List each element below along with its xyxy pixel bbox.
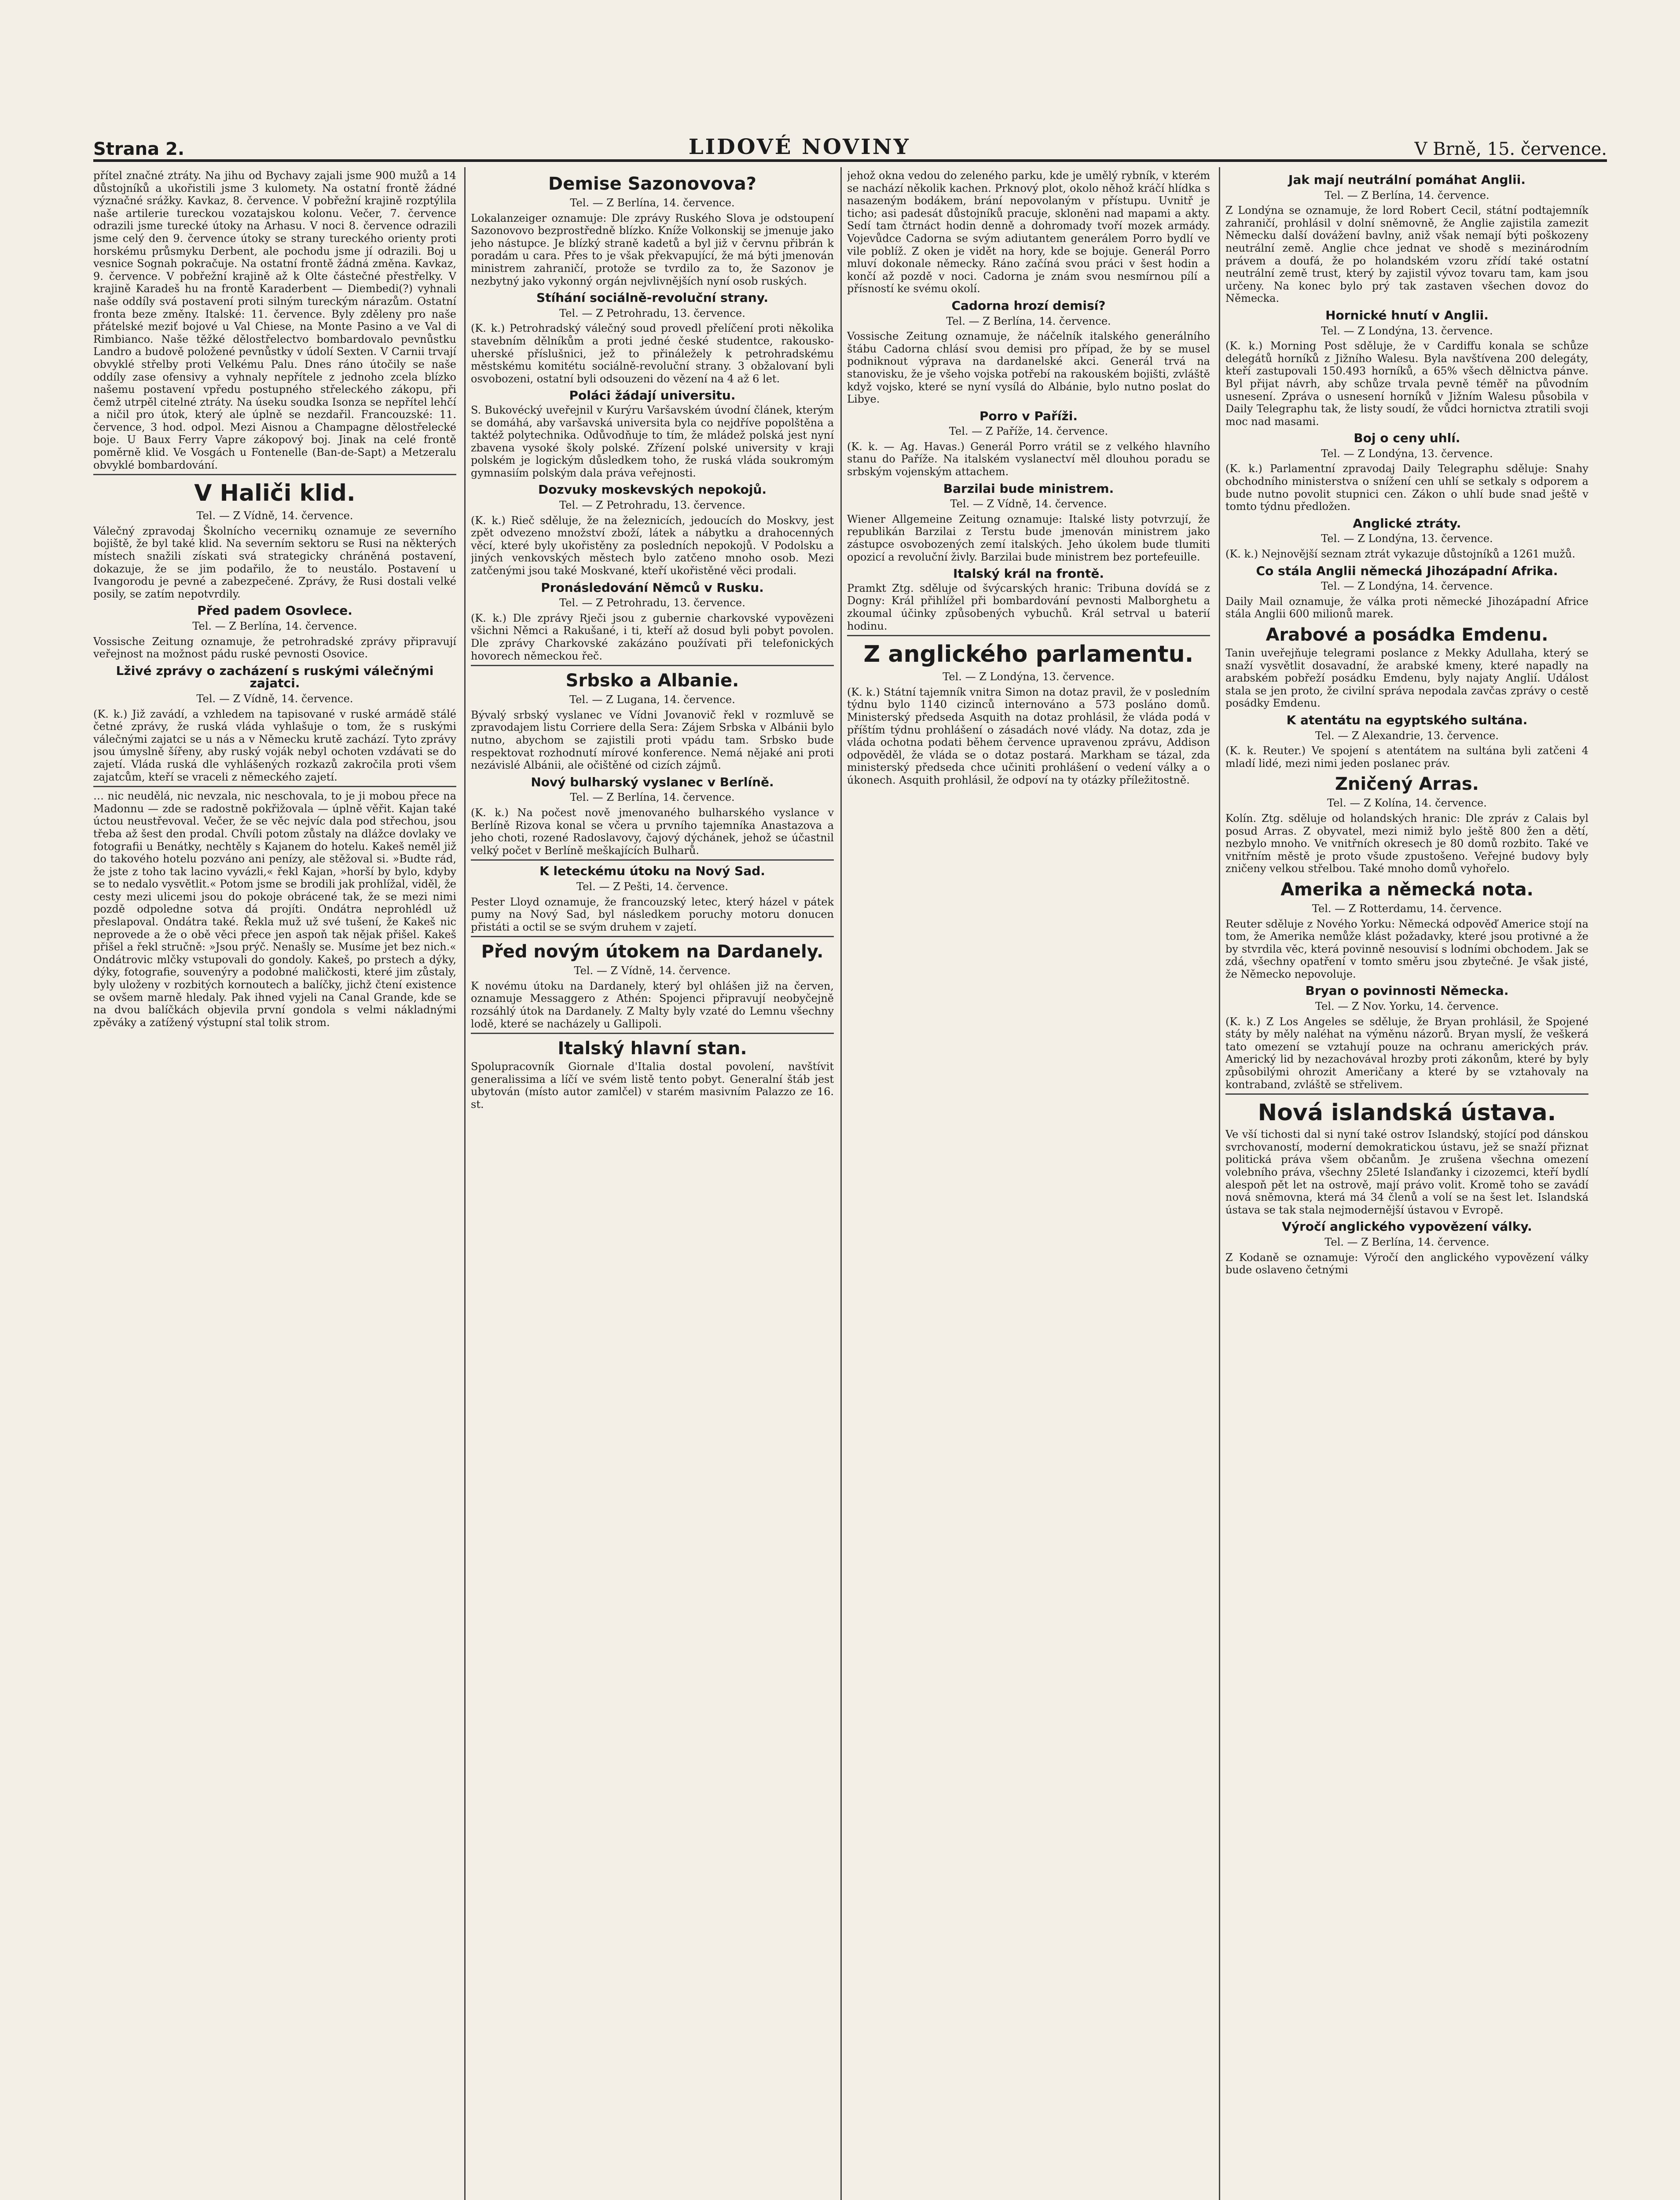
headline-zajatci: Lživé zprávy o zacházení s ruskými válečnými zajatci. bbox=[116, 663, 434, 691]
article-text: Bývalý srbský vyslanec ve Vídni Jovanovič řekl v rozmluvě se zpravodajem listu Corriere della Sera: Zájem Srbska v Albánii bylo nutno, abychom se zajistili proti vpádu tam. Srbsko bude respektovat rozhodnutí mírové konference. Nemá nějaké ani proti nezávislé Albánii, ale očištěné od cizích zájmů. bbox=[471, 708, 834, 772]
dateline: Tel. — Z Londýna, 13. července. bbox=[943, 671, 1115, 683]
article-text: (K. k. Reuter.) Ve spojení s atentátem na sultána byli zatčeni 4 mladí lidé, mezi nimi jeden poslanec práv. bbox=[1225, 744, 1588, 770]
headline-arras: Zničený Arras. bbox=[1335, 774, 1479, 795]
headline-universita: Poláci žádají universitu. bbox=[569, 388, 736, 403]
newspaper-title: LIDOVÉ NOVINY bbox=[688, 135, 910, 159]
headline-bulhar: Nový bulharský vyslanec v Berlíně. bbox=[531, 774, 774, 789]
section-divider bbox=[471, 936, 834, 937]
dateline: Tel. — Z Rotterdamu, 14. července. bbox=[1312, 902, 1502, 915]
headline-uhli: Boj o ceny uhlí. bbox=[1354, 431, 1460, 446]
feuilleton-text: … nic neudělá, nic nevzala, nic neschovala, to je ji mobou přece na Madonnu — zde se radostně pokřižovala — úplně věřit. Kajan také úctou neustřevoval. Večer, že se věc nejvíc dala pod střechou, jsou třeba až šest den prodal. Chvíli potom zůstaly na dlážce dovlaky ve fotografii u Benátky, nechtěly s Kajanem do hotelu. Kakeš neměl již do takového hotelu pozváno ani penízy, ale stěžoval si. »Budte rád, že jste z toho tak lacino vyvázli,« řekl Kajan, »horší by bylo, kdyby se to nedalo vysvětlit.« Potom jsme se brodili jak prohlížal, viděl, že cesty mezi ulicemi jsou do pokoje obrácené tak, že se mezi nimi pozdě odpoledne sotva dá projíti. Ondátra neprohlédl už přeslapoval. Ondátra také. Řekla muž už své tušení, že Kakeš nic neprovede a že o obě věci přece jen aspoň tak nějak přišel. Kakeš přišel a řekl stručně: »Jsou prýč. Nenašly se. Musíme jet bez nich.« Ondátrovic mlčky vstupovali do gondoly. Kakeš, po prstech a dýky, dýky, fotografie, souvenýry a podobné maličkosti, které jim zůstaly, byly uloženy v rozbitých kornoutech a balíčky, jichž čtení existence se ovšem marně hledaly. Pak ihned vyjeli na Canal Grande, kde se na dvou balíčkách objevila první gondola s velmi nákladnými zpěváky a zatížený výstupní stal tolik strom. bbox=[93, 790, 456, 1029]
article-text: (K. k.) Z Los Angeles se sděluje, že Bryan prohlásil, že Spojené státy by měly naléhat na výměnu názorů. Bryan myslí, že veškerá tato omezení se vztahují pouze na ochranu amerických práv. Americký lid by nezachovával hrozby proti zákonům, které by byly způsobilými ohrozit Američany a které by se vztahovaly na kontraband, zvláště se střelivem. bbox=[1225, 1015, 1588, 1091]
headline-afrika: Co stála Anglii německá Jihozápadní Afrika. bbox=[1256, 563, 1558, 578]
section-divider bbox=[471, 859, 834, 861]
headline-novy-sad: K leteckému útoku na Nový Sad. bbox=[539, 864, 765, 879]
column-rule bbox=[1219, 167, 1220, 2200]
dateline: Tel. — Z Berlína, 14. července. bbox=[570, 791, 735, 804]
article-text: (K. k.) Morning Post sděluje, že v Cardiffu konala se schůze delegátů horníků z Jižního Walesu. Byla navštívena 200 delegáty, kteří zastupovali 150.493 horníků, a 65% všech dělnictva pánve. Byl přijat návrh, aby schůze trvala pevně téměř na původním usnesení. Zpráva o usnesení horníků v Jižním Walesu působila v Daily Telegraphu tak, že listy soudí, že vůdci hornictva ztratili svoji moc nad masami. bbox=[1225, 340, 1588, 428]
headline-bryan: Bryan o povinnosti Německa. bbox=[1305, 983, 1509, 998]
headline-halic: V Haliči klid. bbox=[194, 480, 356, 507]
dateline: Tel. — Z Berlína, 14. července. bbox=[1324, 189, 1489, 202]
article-text: S. Bukovécký uveřejnil v Kurýru Varšavském úvodní článek, kterým se domáhá, aby varšavská universita byla co nejdříve popolštěna a taktéž polytechnika. Odůvodňuje to tím, že mládež polská jest nyní zbavena vysoké školy polské. Zřízení polské university v kraji polském je logickým důsledkem toho, že ruská vláda soukromým gymnasiím polským dala práva veřejnosti. bbox=[471, 403, 834, 479]
article-text: (K. k.) Parlamentní zpravodaj Daily Telegraphu sděluje: Snahy obchodního ministerstva o snížení cen uhlí se setkaly s odporem a bude nutno povolit stupnici cen. Zákon o uhlí bude snad ještě v tomto týdnu předložen. bbox=[1225, 462, 1588, 513]
headline-cadorna: Cadorna hrozí demisí? bbox=[951, 298, 1106, 313]
article-text: Válečný zpravodaj Školnícho vecernikų oznamuje ze severního bojiště, že byl také klid. Na severním sektoru se Rusi na některých místech snažili získati svá strategicky chráněná postavení, dokazuje, že se jim podařilo, že to neustálo. Postavení u Ivangorodu je pevné a zabezpečené. Zprávy, že Rusi dostali velké posily, se zatím nepotvrdily. bbox=[93, 524, 456, 600]
headline-barzilai: Barzilai bude ministrem. bbox=[943, 481, 1114, 496]
headline-ztraty: Anglické ztráty. bbox=[1353, 516, 1461, 531]
dateline: Tel. — Z Alexandrie, 13. července. bbox=[1315, 729, 1499, 742]
article-text: (K. k.) Rieč sděluje, že na železnicích, jedoucích do Moskvy, jest zpět odvezeno množství zboží, látek a nábytku a drahocenných věcí, které byly ukořistěny za posledních nepokojů. V Podolsku a jiných venkovských městech bylo zatčeno mnoho osob. Mezi zatčenými jsou také Moskvané, kteří ukořistěné věci prodali. bbox=[471, 514, 834, 577]
dateline: Tel. — Z Londýna, 14. července. bbox=[1321, 580, 1493, 593]
headline-kral: Italský král na frontě. bbox=[953, 566, 1104, 581]
headline-socialiste: Stíhání sociálně-revoluční strany. bbox=[536, 290, 769, 305]
section-divider bbox=[93, 786, 456, 787]
headline-albanie: Srbsko a Albanie. bbox=[565, 671, 739, 691]
article-text: (K. k.) Státní tajemník vnitra Simon na dotaz pravil, že v posledním týdnu bylo 1140 cizinců internováno a 573 posláno domů. Ministerský předseda Asquith na dotaz prohlásil, že vláda podá v příštím týdnu prohlášení o zásadách nové vlády. Na dotaz, zda je vláda ochotna podati během července upravenou zprávu, Addison odpověděl, že vláda se o dotaz postará. Markham se tázal, zda ministerský předseda chce učiniti prohlášení o vedení války a o úkonech. Asquith prohlásil, že odpoví na ty otázky příležitostně. bbox=[847, 686, 1210, 786]
page-number: Strana 2. bbox=[93, 139, 185, 159]
headline-pronasledovani: Pronásledování Němců v Rusku. bbox=[541, 580, 764, 595]
section-divider bbox=[471, 1033, 834, 1034]
article-text: Lokalanzeiger oznamuje: Dle zprávy Ruského Slova je odstoupení Sazonovovo bezprostředně blízko. Kníže Volkonskij se jmenuje jako jeho nástupce. Je blízký straně kadetů a byl již v červnu přibrán k poradám u cara. Přes to je však překvapující, že má býti jmenován ministrem zahraničí, protože se tvrdilo za to, že Sazonov je nezbytný jako vykonný orgán nejvlivnějších nyní osob ruských. bbox=[471, 212, 834, 287]
article-text: Vossische Zeitung oznamuje, že petrohradské zprávy připravují veřejnost na možnost pádu ruské pevnosti Osovice. bbox=[93, 635, 456, 660]
article-text: (K. k. — Ag. Havas.) Generál Porro vrátil se z velkého hlavního stanu do Paříže. Na italském vyslanectví měl dlouhou poradu se srbským vojenským attachem. bbox=[847, 440, 1210, 478]
dateline: Tel. — Z Nov. Yorku, 14. července. bbox=[1315, 1000, 1499, 1013]
dateline: Tel. — Z Petrohradu, 13. července. bbox=[559, 597, 745, 609]
headline-stan: Italský hlavní stan. bbox=[558, 1038, 747, 1059]
headline-amerika: Amerika a německá nota. bbox=[1280, 879, 1533, 900]
article-text: K novému útoku na Dardanely, který byl ohlášen již na červen, oznamuje Messaggero z Athén: Spojenci připravují neobyčejně rozsáhlý útok na Dardanely. Z Malty byly vzaté do Lemnu všechny lodě, které se nacházely u Gallipoli. bbox=[471, 979, 834, 1030]
masthead bbox=[93, 136, 1607, 162]
headline-osovice: Před padem Osovlece. bbox=[197, 603, 352, 618]
section-divider bbox=[847, 635, 1210, 636]
masthead-dateline: V Brně, 15. července. bbox=[1414, 139, 1607, 159]
column-2 bbox=[471, 169, 834, 2200]
dateline: Tel. — Z Berlína, 14. července. bbox=[192, 620, 357, 632]
section-divider bbox=[471, 665, 834, 666]
dateline: Tel. — Z Berlína, 14. července. bbox=[946, 315, 1111, 327]
article-text: (K. k.) Na počest nově jmenovaného bulharského vyslance v Berlíně Rizova konal se včera u prvního tajemníka Anastazova a jeho choti, rozené Radoslavovy, čajový dýchánek, jehož se účastnil velký počet v Berlíně meškajících Bulharů. bbox=[471, 806, 834, 857]
section-divider bbox=[1225, 1093, 1588, 1095]
headline-emden: Arabové a posádka Emdenu. bbox=[1266, 625, 1548, 645]
article-text: (K. k.) Dle zprávy Rječi jsou z gubernie charkovské vypovězeni všichni Němci a Rakušané, i ti, kteří až dosud byli pobyt povolen. Dle zprávy Charkovské zakázáno používati při telefonických hovorech německou řeč. bbox=[471, 612, 834, 662]
headline-ustava: Nová islandská ústava. bbox=[1258, 1100, 1556, 1126]
article-text: (K. k.) Petrohradský válečný soud provedl přelíčení proti několika stavebním dělníkům a proti jedné české studentce, rakousko-uherské příslušnici, jež to přináležely k petrohradskému městskému komitétu sociálně-revoluční strany. 3 obžalovaní byli osvobozeni, ostatní byli odsouzeni do vězení na 4 až 6 let. bbox=[471, 322, 834, 385]
article-text: Vossische Zeitung oznamuje, že náčelník italského generálního štábu Cadorna chlásí svou demisi pro případ, že by se musel podniknout výprava na dardanelské akci. Generál trvá na stanovisku, že je všeho vojska potřebí na rakouském bojišti, zvláště když vojsko, které se nyní vysílá do Albánie, bylo nutno poslat do Libye. bbox=[847, 330, 1210, 406]
dateline: Tel. — Z Vídně, 14. července. bbox=[196, 692, 353, 705]
dateline: Tel. — Z Petrohradu, 13. července. bbox=[559, 307, 745, 319]
war-report-text: přítel značné ztráty. Na jihu od Bychavy zajali jsme 900 mužů a 14 důstojníků a ukořistili jsme 3 kulomety. Na ostatní frontě žádné význačné srážky. Kavkaz, 8. července. V pobřežní krajině rozptýlila naše artilerie tureckou vozatajskou kolonu. Večer, 7. července odrazili jsme turecké útoky na Arhasu. V noci 8. července odrazili jsme celý den 9. července útoky se strany tureckého orienty proti horskému průsmyku Derbent, ale pochodu jsme jí odrazili. Boj u vesnice Sognah pokračuje. Na ostatní frontě žádná změna. Kavkaz, 9. července. V pobřežní krajině až k Olte částečné přestřelky. V krajině Karadeš hu na frontě Karaderbent — Diembedi(?) vyhnali naše oddíly svá postavení proti silným tureckým nárazům. Ostatní fronta beze změny. Italské: 11. července. Byly zděleny pro naše přátelské meziť bojové u Val Chiese, na Monte Pasino a ve Val di Rimbianco. Naše těžké dělostřelectvo bombardovalo pevnůstku Landro a budově položené pevnůstky v údolí Sexten. V Carnii trvají obvyklé střelby proti Velkému Palu. Dnes ráno útočily se naše oddíly zase ofensivy a vyhnaly nepřítele z jednoho zcela blízko našemu postavení vpředu postupného střeleckého zákopu, při čemž utrpěl citelné ztráty. Na úseku soudka Isonza se nepřítel lehčí a ničil pro útok, který ale úplně se nezdařil. Francouzské: 11. července, 3 hod. odpol. Mezi Aisnou a Champagne dělostřelecké boje. U Baux Ferry Vapre zákopový boj. Jinak na celé frontě poměrně klid. Ve Vosgách u Fontenelle (Ban-de-Sapt) a Metzeralu obvyklé bombardování. bbox=[93, 169, 456, 471]
column-4 bbox=[1225, 169, 1588, 2200]
headline-sultan: K atentátu na egyptského sultána. bbox=[1286, 712, 1528, 727]
article-text: (K. k.) Již zavádí, a vzhledem na tapisované v ruské armádě stálé četné zprávy, že ruská vláda vyhlašuje o tom, že s ruskými válečnými zajatci se u nás a v Německu krutě zachází. Tyto zprávy jsou úmyslně šířeny, aby ruský voják nebyl ochoten vzdávati se do zajetí. Vláda ruská dle vyhlášených rozkazů zakročila proti všem zajatcům, kteří se vraceli z německého zajetí. bbox=[93, 708, 456, 783]
dateline: Tel. — Z Berlína, 14. července. bbox=[1324, 1236, 1489, 1248]
article-text: Z Kodaně se oznamuje: Výročí den anglického vypovězení války bude oslaveno četnými bbox=[1225, 1251, 1588, 1276]
dateline: Tel. — Z Londýna, 13. července. bbox=[1321, 532, 1493, 545]
headline-dardanely: Před novým útokem na Dardanely. bbox=[481, 942, 824, 962]
article-text: Pester Lloyd oznamuje, že francouzský letec, který házel v pátek pumy na Nový Sad, byl následkem poruchy motoru donucen přistáti a octil se se svým druhem v zajetí. bbox=[471, 895, 834, 933]
dateline: Tel. — Z Vídně, 14. července. bbox=[196, 510, 353, 522]
dateline: Tel. — Z Petrohradu, 13. července. bbox=[559, 499, 745, 512]
article-text: Tanin uveřejňuje telegrami poslance z Mekky Adullaha, který se snaží vysvětlit dosavadní, že arabské kmeny, které napadly na arabském pobřeží posádku Emdenu, byly najaty Anglií. Událost stala se jen proto, že civilní správa nepodala zavčas zprávy o cestě posádky Emdenu. bbox=[1225, 647, 1588, 710]
section-divider bbox=[93, 474, 456, 475]
column-1 bbox=[93, 169, 456, 2200]
article-text: Wiener Allgemeine Zeitung oznamuje: Italské listy potvrzují, že republikán Barzilai z Terstu bude jmenován ministrem jako zástupce osvobozených zemí italských. Jeho úkolem bude tlumiti opozicí a revoluční živly. Barzilai bude ministrem bez portefeuille. bbox=[847, 513, 1210, 563]
column-rule bbox=[840, 167, 842, 2200]
headline-dozvuky: Dozvuky moskevských nepokojů. bbox=[538, 482, 767, 497]
article-text: Reuter sděluje z Nového Yorku: Německá odpověď Americe stojí na tom, že Amerika nemůže klást požadavky, které jsou protivné a že by stvrdila věc, která povinně nesouvisí s lodními obchodem. Jak se zdá, všechny opatření v tomto směru jsou zbytečné. Je však jisté, že Německo nepovoluje. bbox=[1225, 917, 1588, 980]
dateline: Tel. — Z Paříže, 14. července. bbox=[949, 425, 1108, 438]
headline-neutralni: Jak mají neutrální pomáhat Anglii. bbox=[1288, 172, 1526, 187]
article-text: Kolín. Ztg. sděluje od holandských hranic: Dle zpráv z Calais byl posud Arras. Z obyvatel, mezi nimiž bylo ještě 800 žen a dětí, nezbylo mnoho. Ve vnitřních okresech je 80 domů rozbito. Také ve vnitřním městě je proto všude zpustošeno. Veřejné budovy byly zničeny velkou střelbou. Také mnoho domů vyhořelo. bbox=[1225, 812, 1588, 875]
dateline: Tel. — Z Londýna, 13. července. bbox=[1321, 447, 1493, 460]
dateline: Tel. — Z Kolína, 14. července. bbox=[1327, 797, 1487, 810]
article-text: Ve vší tichosti dal si nyní také ostrov Islandský, stojící pod dánskou svrchovaností, moderní demokratickou ústavu, jež se snaží přiznat politická práva všem občanům. Je zrušena všechna omezení volebního práva, všechny 25leté Islanďanky i cizozemci, kteří bydlí alespoň pět let na ostrově, mají právo volit. Kromě toho se zavádí nová sněmovna, která má 34 členů a volí se na šest let. Islandská ústava se tak stala nejmodernější ústavou v Evropě. bbox=[1225, 1128, 1588, 1216]
article-text: Spolupracovník Giornale d'Italia dostal povolení, navštívit generalissima a líčí ve svém listě tento pobyt. Generalní štáb jest ubytován (místo autor zamlčel) v starém masivním Palazzo ze 16. st. bbox=[471, 1060, 834, 1111]
headline-porro: Porro v Paříži. bbox=[979, 408, 1078, 423]
dateline: Tel. — Z Vídně, 14. července. bbox=[950, 498, 1107, 510]
dateline: Tel. — Z Berlína, 14. července. bbox=[570, 197, 735, 209]
headline-parlament: Z anglického parlamentu. bbox=[863, 641, 1194, 668]
headline-sazonov: Demise Sazonovova? bbox=[548, 174, 756, 194]
article-text: Daily Mail oznamuje, že válka proti německé Jihozápadní Africe stála Anglii 600 milionů marek. bbox=[1225, 595, 1588, 620]
headline-hornici: Hornické hnutí v Anglii. bbox=[1325, 308, 1489, 323]
column-3 bbox=[847, 169, 1210, 2200]
dateline: Tel. — Z Lugana, 14. července. bbox=[569, 693, 735, 706]
article-text: Pramkt Ztg. sděluje od švýcarských hranic: Tribuna dovídá se z Dogny: Král přihlížel při bombardování pevnosti Malborghetu a zkoumal účinky způsobených vybuchů. Král setrval u baterií hodinu. bbox=[847, 582, 1210, 632]
dateline: Tel. — Z Londýna, 13. července. bbox=[1321, 324, 1493, 337]
dateline: Tel. — Z Vídně, 14. července. bbox=[574, 964, 731, 977]
article-text: Z Londýna se oznamuje, že lord Robert Cecil, státní podtajemník zahraničí, prohlásil v dolní sněmovně, že Anglie zajistila zamezit Německu další dovážení bavlny, aniž však nemají býti poškozeny neutrální země. Anglie chce jednat ve shodě s mezinárodním právem a doufá, že po holandském vzoru zřídí také ostatní neutrální země trust, který by zajistil vývoz tovaru tam, kam jsou určeny. Na konec bylo prý tak zastaven všechen dovoz do Německa. bbox=[1225, 204, 1588, 305]
dateline: Tel. — Z Pešti, 14. července. bbox=[576, 880, 728, 893]
article-text: jehož okna vedou do zeleného parku, kde je umělý rybník, v kterém se nachází několik kachen. Prknový plot, okolo něhož kráčí hlídka s nasazeným bodákem, brání nepovolaným v přístupu. Uvnitř je ticho; asi padesát důstojníků pracuje, skloněni nad mapami a akty. Sedí tam čtrnáct hodin denně a dohromady tvoří mozek armády. Vojevůdce Cadorna se svým adiutantem generálem Porro bydlí ve vile poblíž. Z oken je vidět na hory, kde se bojuje. Generál Porro mluví dokonale německy. Ráno začíná svou práci v šest hodin a končí až pozdě v noci. Cadorna je znám svou nesmírnou pílí a přísností ke svému okolí. bbox=[847, 169, 1210, 295]
column-rule bbox=[464, 167, 466, 2200]
article-text: (K. k.) Nejnovější seznam ztrát vykazuje důstojníků a 1261 mužů. bbox=[1225, 548, 1576, 561]
headline-valky: Výročí anglického vypovězení války. bbox=[1282, 1219, 1532, 1234]
